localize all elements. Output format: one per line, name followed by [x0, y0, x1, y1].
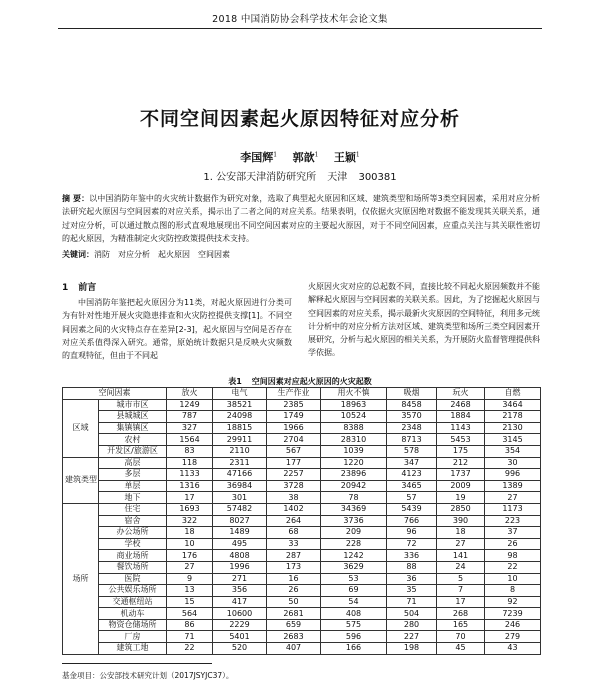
table-cell: 173: [267, 561, 321, 573]
table-header-cell: 用火不慎: [321, 388, 387, 400]
table-cell: 43: [485, 643, 541, 655]
table-row-label: 县城城区: [99, 411, 167, 423]
table-cell: 33: [267, 538, 321, 550]
table-cell: 24: [437, 561, 485, 573]
table-header-cell: 空间因素: [63, 388, 167, 400]
table-cell: 50: [267, 596, 321, 608]
table-cell: 198: [387, 643, 437, 655]
table-cell: 1143: [437, 422, 485, 434]
table-group-label: 场所: [63, 503, 99, 654]
table-row: [63, 399, 541, 411]
table-cell: 18: [167, 527, 213, 539]
table-cell: 996: [485, 469, 541, 481]
table-cell: 36984: [213, 480, 267, 492]
keywords-items: 消防 对应分析 起火原因 空间因素: [94, 250, 230, 259]
table-cell: 71: [167, 631, 213, 643]
table-cell: 354: [485, 445, 541, 457]
table-cell: 9: [167, 573, 213, 585]
table-cell: 92: [485, 596, 541, 608]
table-cell: 659: [267, 619, 321, 631]
table-cell: 8027: [213, 515, 267, 527]
section-heading: [62, 280, 106, 293]
table-row-label: 医院: [99, 573, 167, 585]
table-row: [63, 596, 541, 608]
table-cell: 3464: [485, 399, 541, 411]
table-row: [63, 585, 541, 597]
table-row-label: 开发区/旅游区: [99, 445, 167, 457]
table-cell: 268: [437, 608, 485, 620]
table-cell: 1884: [437, 411, 485, 423]
author-1: 李国辉$^1$: [240, 151, 278, 164]
table-row: [63, 561, 541, 573]
table-cell: 86: [167, 619, 213, 631]
table-cell: 83: [167, 445, 213, 457]
table-row-label: 办公场所: [99, 527, 167, 539]
affiliation-org: 1. 公安部天津消防研究所: [203, 172, 317, 183]
table-cell: 68: [267, 527, 321, 539]
table-cell: 177: [267, 457, 321, 469]
table-cell: 575: [321, 619, 387, 631]
table-cell: 1737: [437, 469, 485, 481]
table-cell: 223: [485, 515, 541, 527]
table-body: [63, 399, 541, 654]
table-cell: 2229: [213, 619, 267, 631]
table-cell: 5: [437, 573, 485, 585]
table-cell: 10600: [213, 608, 267, 620]
table-row: [63, 411, 541, 423]
abstract: [62, 192, 540, 245]
keywords-label: 关键词：: [62, 250, 94, 259]
table-cell: 27: [485, 492, 541, 504]
table-cell: 2468: [437, 399, 485, 411]
table-cell: 1133: [167, 469, 213, 481]
table-row-label: 建筑工地: [99, 643, 167, 655]
table-cell: 8: [485, 585, 541, 597]
table-caption-text: 空间因素对应起火原因的火灾起数: [251, 377, 372, 386]
table-row-label: 城市市区: [99, 399, 167, 411]
table-cell: 37: [485, 527, 541, 539]
table-cell: 70: [437, 631, 485, 643]
table-cell: 8713: [387, 434, 437, 446]
table-cell: 16: [267, 573, 321, 585]
table-cell: 390: [437, 515, 485, 527]
table-cell: 19: [437, 492, 485, 504]
table-cell: 246: [485, 619, 541, 631]
body-text-left-column: 中国消防年鉴把起火原因分为11类，对起火原因进行分类可为有针对性地开展火灾隐患排查和火灾防控提供支撑[1]。不同空间因素之间的火灾特点存在差异[2-3]，起火原因与空间是否存在对应关系值得深入研究。通常，原始统计数据只是反映火灾频数的直观特征，但由于不同起: [62, 298, 292, 361]
table-cell: 3629: [321, 561, 387, 573]
table-row-label: 集镇镇区: [99, 422, 167, 434]
table-row: [63, 480, 541, 492]
table-cell: 564: [167, 608, 213, 620]
table-cell: 8458: [387, 399, 437, 411]
table-cell: 279: [485, 631, 541, 643]
table-cell: 54: [321, 596, 387, 608]
table-cell: 2311: [213, 457, 267, 469]
table-cell: 30: [485, 457, 541, 469]
table-cell: 5453: [437, 434, 485, 446]
table-row-label: 学校: [99, 538, 167, 550]
running-header: 2018 中国消防协会科学技术年会论文集: [212, 14, 388, 25]
table-cell: 165: [437, 619, 485, 631]
table-row-label: 商业场所: [99, 550, 167, 562]
table-cell: 4123: [387, 469, 437, 481]
table-cell: 23896: [321, 469, 387, 481]
table-cell: 18: [437, 527, 485, 539]
table-row: [63, 445, 541, 457]
table-number: 表1: [228, 377, 242, 386]
table-cell: 2130: [485, 422, 541, 434]
paper-title: 不同空间因素起火原因特征对应分析: [139, 108, 460, 130]
table-row: [63, 631, 541, 643]
section-number: 1: [62, 283, 69, 293]
table-cell: 347: [387, 457, 437, 469]
table-cell: 1389: [485, 480, 541, 492]
table-cell: 408: [321, 608, 387, 620]
table-cell: 22: [485, 561, 541, 573]
table-cell: 34369: [321, 503, 387, 515]
footnote-rule: [62, 663, 212, 664]
table-cell: 1220: [321, 457, 387, 469]
table-cell: 2850: [437, 503, 485, 515]
table-header-cell: 电气: [213, 388, 267, 400]
table-row-label: 高层: [99, 457, 167, 469]
table-header-cell: 放火: [167, 388, 213, 400]
table-cell: 176: [167, 550, 213, 562]
table-cell: 212: [437, 457, 485, 469]
table-row-label: 物资仓储场所: [99, 619, 167, 631]
table-row: [63, 469, 541, 481]
table-cell: 8388: [321, 422, 387, 434]
table-header-cell: 自燃: [485, 388, 541, 400]
table-cell: 22: [167, 643, 213, 655]
table-cell: 1966: [267, 422, 321, 434]
table-row-label: 多层: [99, 469, 167, 481]
table-cell: 29911: [213, 434, 267, 446]
table-cell: 78: [321, 492, 387, 504]
table-cell: 520: [213, 643, 267, 655]
table-cell: 96: [387, 527, 437, 539]
table-cell: 118: [167, 457, 213, 469]
table-cell: 301: [213, 492, 267, 504]
table-cell: 2009: [437, 480, 485, 492]
table-cell: 57: [387, 492, 437, 504]
table-group-label: 区域: [63, 399, 99, 457]
table-cell: 327: [167, 422, 213, 434]
table-cell: 578: [387, 445, 437, 457]
table-cell: 18963: [321, 399, 387, 411]
table-cell: 20942: [321, 480, 387, 492]
table-row: [63, 492, 541, 504]
table-cell: 47166: [213, 469, 267, 481]
table-row-label: 公共娱乐场所: [99, 585, 167, 597]
table-cell: 1039: [321, 445, 387, 457]
table-cell: 141: [437, 550, 485, 562]
table-row: [63, 550, 541, 562]
table-cell: 10: [485, 573, 541, 585]
table-cell: 4808: [213, 550, 267, 562]
table-cell: 38521: [213, 399, 267, 411]
table-group-label: 建筑类型: [63, 457, 99, 503]
table-cell: 3465: [387, 480, 437, 492]
affiliation: [0, 168, 600, 183]
table-cell: 596: [321, 631, 387, 643]
table-cell: 5401: [213, 631, 267, 643]
table-cell: 10524: [321, 411, 387, 423]
table-header-row: [63, 388, 541, 400]
table-row-label: 农村: [99, 434, 167, 446]
table-cell: 71: [387, 596, 437, 608]
table-cell: 18815: [213, 422, 267, 434]
table-cell: 17: [167, 492, 213, 504]
table-cell: 3570: [387, 411, 437, 423]
table-cell: 271: [213, 573, 267, 585]
table-cell: 2110: [213, 445, 267, 457]
table-cell: 10: [167, 538, 213, 550]
table-cell: 7: [437, 585, 485, 597]
affiliation-city: 天津: [327, 172, 348, 183]
table-cell: 3145: [485, 434, 541, 446]
author-2: 郭歆$^1$: [292, 151, 319, 164]
table-cell: 2178: [485, 411, 541, 423]
table-cell: 17: [437, 596, 485, 608]
table-cell: 356: [213, 585, 267, 597]
table-cell: 2683: [267, 631, 321, 643]
table-cell: 13: [167, 585, 213, 597]
table-cell: 1316: [167, 480, 213, 492]
table-cell: 1249: [167, 399, 213, 411]
table-cell: 7239: [485, 608, 541, 620]
header-rule: [58, 28, 542, 29]
table-cell: 98: [485, 550, 541, 562]
table-cell: 1489: [213, 527, 267, 539]
table-row: [63, 434, 541, 446]
table-cell: 209: [321, 527, 387, 539]
table-row: [63, 608, 541, 620]
table-cell: 1564: [167, 434, 213, 446]
table-cell: 417: [213, 596, 267, 608]
keywords: [62, 249, 540, 260]
table-row-label: 宿舍: [99, 515, 167, 527]
table-row: [63, 457, 541, 469]
abstract-text: 以中国消防年鉴中的火灾统计数据作为研究对象，选取了典型起火原因和区域、建筑类型和场所等3类空间因素，采用对应分析法研究起火原因与空间因素的对应关系，揭示出了二者之间的对应关系。结果表明，仅依据火灾原因绝对数据不能发现其关联关系，通过对应分析，可以通过散点图的形式直观地展现出不同空间因素对应的主要起火原因，对于不同空间因素，应重点关注与其关联性密切的起火原因，为精准制定火灾防控政策提供技术支持。: [62, 194, 540, 243]
table-cell: 15: [167, 596, 213, 608]
footnote: 基金项目：公安部技术研究计划（2017JSYJC37）。: [62, 671, 234, 680]
table-cell: 336: [387, 550, 437, 562]
table-cell: 264: [267, 515, 321, 527]
table-cell: 2704: [267, 434, 321, 446]
author-3: 王颖$^1$: [333, 151, 360, 164]
table-header-cell: 玩火: [437, 388, 485, 400]
table-cell: 45: [437, 643, 485, 655]
table-cell: 88: [387, 561, 437, 573]
table-row-label: 单层: [99, 480, 167, 492]
table-cell: 36: [387, 573, 437, 585]
table-row-label: 住宅: [99, 503, 167, 515]
table-cell: 27: [167, 561, 213, 573]
table-row: [63, 538, 541, 550]
table-cell: 57482: [213, 503, 267, 515]
table-cell: 504: [387, 608, 437, 620]
table-row-label: 地下: [99, 492, 167, 504]
section-title: 前言: [78, 283, 97, 293]
table-cell: 228: [321, 538, 387, 550]
fire-cause-table: [62, 387, 541, 655]
table-row: [63, 503, 541, 515]
table-row-label: 厂房: [99, 631, 167, 643]
table-header-cell: 生产作业: [267, 388, 321, 400]
table-cell: 28310: [321, 434, 387, 446]
table-cell: 495: [213, 538, 267, 550]
table-cell: 1693: [167, 503, 213, 515]
author-list: [0, 149, 600, 165]
table-row: [63, 643, 541, 655]
table-cell: 1173: [485, 503, 541, 515]
table-cell: 227: [387, 631, 437, 643]
affiliation-postcode: 300381: [358, 172, 397, 183]
table-cell: 322: [167, 515, 213, 527]
table-cell: 2348: [387, 422, 437, 434]
table-cell: 166: [321, 643, 387, 655]
table-cell: 72: [387, 538, 437, 550]
table-row-label: 餐饮场所: [99, 561, 167, 573]
table-cell: 280: [387, 619, 437, 631]
table-cell: 1996: [213, 561, 267, 573]
table-cell: 27: [437, 538, 485, 550]
table-caption: [0, 376, 600, 387]
table-cell: 407: [267, 643, 321, 655]
table-cell: 766: [387, 515, 437, 527]
table-cell: 24098: [213, 411, 267, 423]
table-cell: 175: [437, 445, 485, 457]
table-cell: 26: [267, 585, 321, 597]
table-row: [63, 619, 541, 631]
table-cell: 3728: [267, 480, 321, 492]
table-cell: 35: [387, 585, 437, 597]
table-row: [63, 573, 541, 585]
table-row: [63, 422, 541, 434]
table-cell: 2257: [267, 469, 321, 481]
table-cell: 2681: [267, 608, 321, 620]
table-cell: 1402: [267, 503, 321, 515]
table-cell: 3736: [321, 515, 387, 527]
table-cell: 69: [321, 585, 387, 597]
table-cell: 5439: [387, 503, 437, 515]
abstract-label: 摘 要：: [62, 194, 90, 203]
table-row: [63, 527, 541, 539]
table-header-cell: 吸烟: [387, 388, 437, 400]
table-cell: 1242: [321, 550, 387, 562]
table-cell: 2385: [267, 399, 321, 411]
table-cell: 567: [267, 445, 321, 457]
table-cell: 53: [321, 573, 387, 585]
table-row-label: 交通枢纽站: [99, 596, 167, 608]
table-row-label: 机动车: [99, 608, 167, 620]
body-text-right-column: 火原因火灾对应的总起数不同，直接比较不同起火原因频数并不能解释起火原因与空间因素的关联关系。因此，为了挖掘起火原因与空间因素的对应关系，揭示最新火灾原因的空间特征，利用多元统计分析中的对应分析方法对区域、建筑类型和场所三类空间因素开展研究，分析与起火原因的相关关系，为开展防火监督管理提供科学依据。: [308, 282, 540, 358]
table-cell: 38: [267, 492, 321, 504]
table-row: [63, 515, 541, 527]
table-cell: 1749: [267, 411, 321, 423]
table-cell: 26: [485, 538, 541, 550]
table-cell: 287: [267, 550, 321, 562]
table-cell: 787: [167, 411, 213, 423]
